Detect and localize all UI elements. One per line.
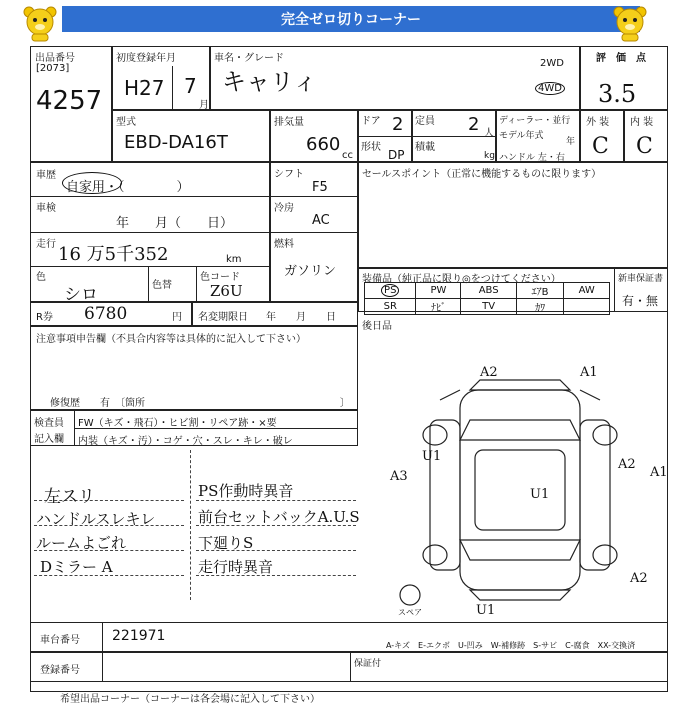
- mileage-unit: km: [226, 254, 242, 265]
- damage-mark-a1-right: A1: [650, 465, 668, 480]
- option-ps: PS: [365, 283, 416, 299]
- load-label: 積載: [415, 142, 435, 153]
- warranty-label: 保証付: [354, 659, 382, 669]
- inspector-label: 検査員: [34, 418, 64, 429]
- interior-label: 内 装: [630, 117, 654, 128]
- drive-2wd: 2WD: [540, 58, 564, 69]
- era-year: H27: [124, 76, 165, 100]
- options-table: [364, 282, 610, 315]
- score-label: 評 価 点: [596, 53, 646, 64]
- damage-mark-a3: A3: [390, 469, 408, 484]
- ac-value: AC: [312, 213, 330, 228]
- lot-label: 出品番号: [35, 53, 75, 64]
- door-count: 2: [392, 114, 404, 135]
- capacity-label: 定員: [415, 116, 435, 127]
- car-damage-diagram: [380, 360, 670, 620]
- options-label: 装備品（純正品に限り◎をつけてください）: [362, 274, 561, 285]
- option-tv: TV: [461, 299, 516, 315]
- disp-value: 660: [306, 134, 341, 155]
- car-name: キャリィ: [222, 68, 318, 96]
- color-value: シロ: [64, 285, 98, 305]
- shift-value: F5: [312, 180, 328, 195]
- recycle-value: 6780: [84, 304, 128, 324]
- shape-value: DP: [388, 148, 405, 162]
- lot-sub: [2073]: [36, 63, 70, 74]
- month-unit: 月: [199, 100, 209, 111]
- name-change-label: 名変期限日: [198, 312, 248, 323]
- inspector-label-2: 記入欄: [34, 434, 64, 445]
- inspection-label: 車検: [36, 203, 56, 214]
- model-label: 型式: [116, 117, 136, 128]
- corner-label: 希望出品コーナー（コーナーは各会場に記入して下さい）: [60, 694, 320, 705]
- rear-items-label: 後日品: [362, 321, 392, 332]
- model-year-label: モデル年式: [499, 131, 544, 141]
- spare-label: スペア: [398, 608, 422, 617]
- recycle-unit: 円: [172, 312, 182, 323]
- color-code-label: 色コード: [200, 272, 240, 283]
- exterior-grade: C: [592, 134, 609, 159]
- exterior-label: 外 装: [586, 117, 610, 128]
- bear-mascot-icon: [610, 4, 650, 42]
- inspection-value: 年 月（ 日）: [116, 216, 234, 231]
- bear-mascot-icon: [20, 4, 60, 42]
- option-abs: ABS: [461, 283, 516, 299]
- model-code: EBD-DA16T: [124, 132, 228, 153]
- comment-right-2: 前台セットバックA.U.S: [198, 508, 360, 526]
- color-label: 色: [36, 272, 46, 283]
- door-label: ドア: [361, 116, 381, 127]
- drive-4wd: 4WD: [535, 82, 565, 95]
- registration-row: [30, 652, 668, 682]
- option-sr: SR: [365, 299, 416, 315]
- fuel-value: ガソリン: [284, 264, 337, 279]
- comment-left-1: 左スリ: [44, 487, 95, 507]
- damage-mark-a1-top: A1: [580, 365, 598, 380]
- reg-month: 7: [184, 74, 197, 98]
- option-navi: ﾅﾋﾞ: [416, 299, 461, 315]
- model-year-unit: 年: [566, 137, 576, 147]
- fw-line: FW（キズ・飛石）・ヒビ割・リペア跡・×要: [78, 418, 277, 429]
- history-label: 車歴: [36, 170, 56, 181]
- new-warranty-label: 新車保証書: [618, 274, 664, 284]
- ac-label: 冷房: [274, 203, 294, 214]
- fuel-label: 燃料: [274, 239, 294, 250]
- handle-label: ハンドル 左・右: [499, 153, 565, 163]
- banner-title: 完全ゼロ切りコーナー: [281, 12, 421, 28]
- recycle-label: R券: [36, 312, 53, 323]
- first-reg-label: 初度登録年月: [116, 53, 176, 64]
- interior-line: 内装（キズ・汚）・コゲ・穴・スレ・キレ・破レ: [78, 436, 293, 447]
- mileage-value: 16 万5千352: [58, 244, 169, 265]
- disp-label: 排気量: [274, 117, 304, 128]
- option-leather: ｶﾜ: [516, 299, 563, 315]
- option-airbag: ｴｱB: [516, 283, 563, 299]
- option-pw: PW: [416, 283, 461, 299]
- damage-mark-u1-center: U1: [530, 487, 550, 502]
- history-circle: [62, 172, 122, 194]
- damage-mark-a2-right: A2: [618, 457, 636, 472]
- option-blank: [564, 299, 610, 315]
- disp-unit: cc: [342, 150, 353, 161]
- damage-mark-u1-left: U1: [422, 449, 442, 464]
- registration-label: 登録番号: [40, 665, 80, 676]
- selling-points-label: セールスポイント（正常に機能するものに限ります）: [362, 169, 602, 180]
- option-aw: AW: [564, 283, 610, 299]
- name-change-value: 年 月 日: [266, 312, 336, 323]
- comment-right-1: PS作動時異音: [198, 482, 294, 500]
- score-value: 3.5: [598, 80, 637, 108]
- chassis-label: 車台番号: [40, 635, 80, 646]
- damage-mark-u1-rear: U1: [476, 603, 496, 618]
- title-banner: [62, 6, 640, 32]
- mileage-label: 走行: [36, 239, 56, 250]
- chassis-number: 221971: [112, 628, 166, 644]
- dealer-label: ディーラー・並行: [499, 116, 571, 126]
- comment-left-2: ハンドルスレキレ: [36, 510, 156, 528]
- shape-label: 形状: [361, 142, 381, 153]
- damage-legend: A-キズ E-エクボ U-凹み W-補修跡 S-サビ C-腐食 XX-交換済: [386, 641, 636, 650]
- lot-number: 4257: [36, 86, 103, 116]
- load-unit: kg: [484, 151, 495, 161]
- car-name-label: 車名・グレード: [214, 53, 284, 64]
- comment-left-3: ルームよごれ: [36, 534, 127, 552]
- color-change-label: 色替: [152, 280, 172, 291]
- color-code-value: Z6U: [210, 282, 243, 300]
- damage-mark-a2-top: A2: [480, 365, 498, 380]
- comment-right-3: 下廻りS: [198, 534, 254, 552]
- notes-label: 注意事項申告欄（不具合内容等は具体的に記入して下さい）: [36, 334, 306, 345]
- repair-label: 修復歴 有 〔箇所: [50, 398, 145, 409]
- interior-grade: C: [636, 134, 653, 159]
- shift-label: シフト: [274, 169, 304, 180]
- new-warranty-value: 有・無: [622, 294, 659, 308]
- repair-close: 〕: [340, 398, 350, 409]
- capacity-value: 2: [468, 114, 480, 135]
- capacity-unit: 人: [484, 128, 494, 139]
- comment-right-4: 走行時異音: [198, 558, 274, 576]
- damage-mark-a2-rear: A2: [630, 571, 648, 586]
- history-value: 自家用・（ ）: [66, 180, 190, 195]
- comment-left-4: Dミラー A: [40, 558, 113, 576]
